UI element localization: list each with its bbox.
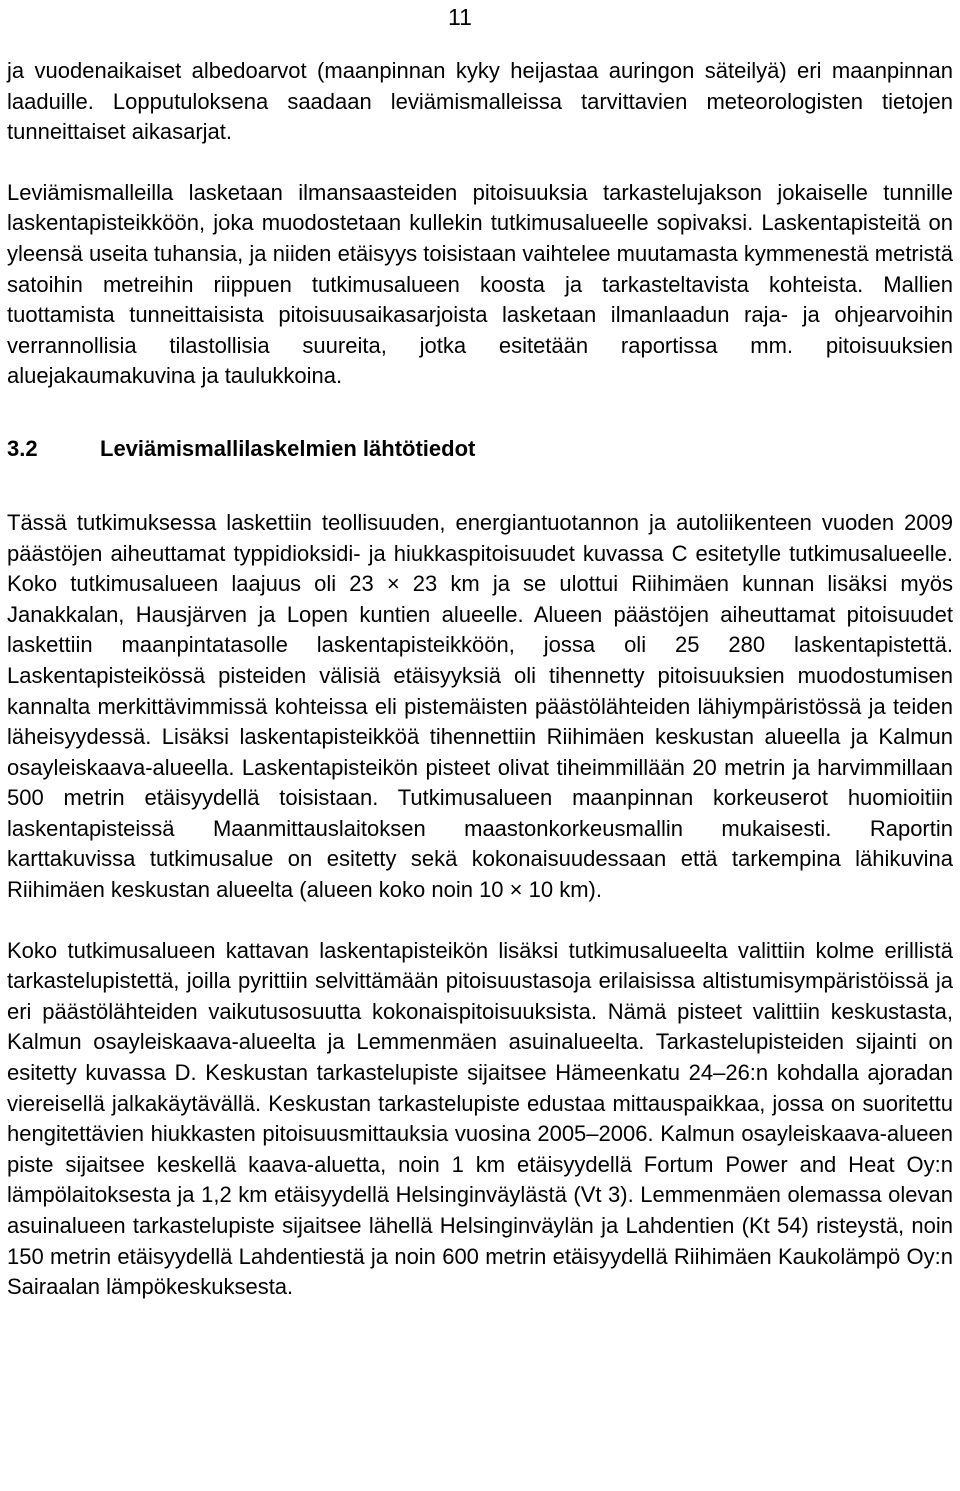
- section-heading: [7, 434, 953, 464]
- page-number: 11: [448, 4, 472, 30]
- document-body: [7, 56, 953, 1303]
- body-paragraph-leviamismallit: Leviämismalleilla lasketaan ilmansaasteiden pitoisuuksia tarkastelujakson jokaiselle tunnille laskentapisteikköön, joka muodostetaan kullekin tutkimusalueelle sopivaksi. Laskentapisteitä on yleensä useita tuhansia, ja niiden etäisyys toisistaan vaihtelee muutamasta kymmenestä metristä satoihin metreihin riippuen tutkimusalueen koosta ja tarkasteltavista kohteista. Mallien tuottamista tunneittaisista pitoisuusaikasarjoista lasketaan ilmanlaadun raja- ja ohjearvoihin verrannollisia tilastollisia suureita, jotka esitetään raportissa mm. pitoisuuksien aluejakaumakuvina ja taulukkoina.: [7, 179, 953, 389]
- body-paragraph-lahtotiedot: Tässä tutkimuksessa laskettiin teollisuuden, energiantuotannon ja autoliikenteen vuoden 2009 päästöjen aiheuttamat typpidioksidi- ja hiukkaspitoisuudet kuvassa C esitetylle tutkimusalueelle. Koko tutkimusalueen laajuus oli 23 × 23 km ja se ulottui Riihimäen kunnan lisäksi myös Janakkalan, Hausjärven ja Lopen kuntien alueelle. Alueen päästöjen aiheuttamat pitoisuudet laskettiin maanpintatasolle laskentapisteikköön, jossa oli 25 280 laskentapistettä. Laskentapisteikössä pisteiden välisiä etäisyyksiä oli tihennetty pitoisuuksien muodostumisen kannalta merkittävimmissä kohteissa eli pistemäisten päästölähteiden lähiympäristössä ja teiden läheisyydessä. Lisäksi laskentapisteikköä tihennettiin Riihimäen keskustan alueella ja Kalmun osayleiskaava-alueella. Laskentapisteikön pisteet olivat tiheimmillään 20 metrin ja harvimmillaan 500 metrin etäisyydellä toisistaan. Tutkimusalueen maanpinnan korkeuserot huomioitiin laskentapisteissä Maanmittauslaitoksen maastonkorkeusmallin mukaisesti. Raportin karttakuvissa tutkimusalue on esitetty sekä kokonaisuudessaan että tarkempina lähikuvina Riihimäen keskustan alueelta (alueen koko noin 10 × 10 km).: [7, 509, 953, 903]
- body-paragraph-tarkastelupisteet: Koko tutkimusalueen kattavan laskentapisteikön lisäksi tutkimusalueelta valittiin kolme erillistä tarkastelupistettä, joilla pyrittiin selvittämään pitoisuustasoja erilaisissa altistumisympäristöissä ja eri päästölähteiden vaikutusosuutta kokonaispitoisuuksista. Nämä pisteet valittiin keskustasta, Kalmun osayleiskaava-alueelta ja Lemmenmäen asuinalueelta. Tarkastelupisteiden sijainti on esitetty kuvassa D. Keskustan tarkastelupiste sijaitsee Hämeenkatu 24–26:n kohdalla ajoradan viereisellä jalkakäytävällä. Keskustan tarkastelupiste edustaa mittauspaikkaa, jossa on suoritettu hengitettävien hiukkasten pitoisuusmittauksia vuosina 2005–2006. Kalmun osayleiskaava-alueen piste sijaitsee keskellä kaava-aluetta, noin 1 km etäisyydellä Fortum Power and Heat Oy:n lämpölaitoksesta ja 1,2 km etäisyydellä Helsinginväylästä (Vt 3). Lemmenmäen olemassa olevan asuinalueen tarkastelupiste sijaitsee lähellä Helsinginväylän ja Lahdentien (Kt 54) risteystä, noin 150 metrin etäisyydellä Lahdentiestä ja noin 600 metrin etäisyydellä Riihimäen Kaukolämpö Oy:n Sairaalan lämpökeskuksesta.: [7, 937, 953, 1300]
- intro-paragraph: ja vuodenaikaiset albedoarvot (maanpinnan kyky heijastaa auringon säteilyä) eri maanpinnan laaduille. Lopputuloksena saadaan leviämismalleissa tarvittavien meteorologisten tietojen tunneittaiset aikasarjat.: [7, 58, 953, 145]
- section-title: Leviämismallilaskelmien lähtötiedot: [100, 435, 476, 461]
- section-number: 3.2: [7, 435, 38, 461]
